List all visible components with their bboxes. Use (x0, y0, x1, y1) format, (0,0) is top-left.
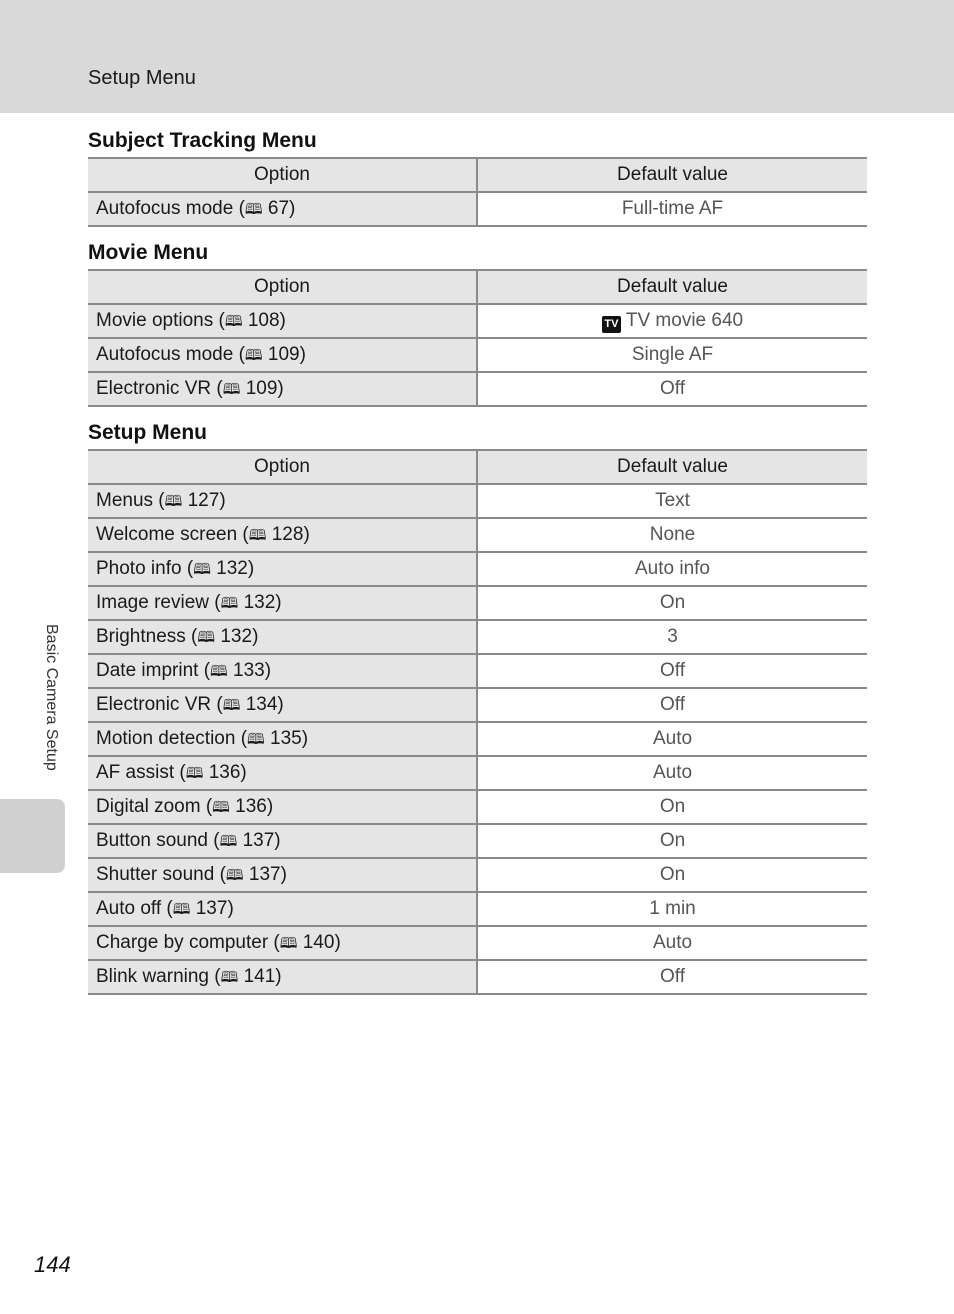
option-cell: Brightness (🕮 132) (88, 620, 477, 654)
default-value: Auto info (635, 558, 710, 579)
table-row (88, 518, 867, 552)
menu-section (88, 124, 867, 227)
default-value-cell (477, 926, 867, 960)
page-reference: 137 (248, 864, 281, 885)
default-value-cell (477, 586, 867, 620)
default-value: None (649, 524, 696, 545)
page-reference: 108 (247, 310, 280, 331)
menu-tables (88, 124, 867, 1004)
page-reference: 132 (216, 558, 248, 579)
table-row (88, 586, 867, 620)
default-value: Text (655, 490, 690, 511)
default-value-cell (477, 824, 867, 858)
page-reference: 136 (235, 796, 267, 817)
option-cell: AF assist (🕮 136) (88, 756, 477, 790)
table-row (88, 688, 867, 722)
option-cell: Electronic VR (🕮 109) (88, 372, 477, 406)
table-row (88, 960, 867, 994)
option-label: Autofocus mode (96, 198, 234, 219)
book-reference-icon: 🕮 (248, 526, 267, 544)
tv-movie-icon: TV (602, 316, 621, 333)
option-label: Brightness (96, 626, 186, 647)
option-label: Motion detection (96, 728, 236, 749)
column-header-option: Option (88, 450, 477, 484)
option-label: Digital zoom (96, 796, 201, 817)
option-cell: Shutter sound (🕮 137) (88, 858, 477, 892)
option-cell: Welcome screen (🕮 128) (88, 518, 477, 552)
page-reference: 128 (271, 524, 304, 545)
default-value-cell (477, 654, 867, 688)
table-row (88, 858, 867, 892)
option-label: Electronic VR (96, 694, 212, 715)
default-value: Full-time AF (621, 198, 724, 219)
book-reference-icon: 🕮 (225, 866, 244, 884)
page-reference: 136 (208, 762, 241, 783)
table-row (88, 372, 867, 406)
option-cell: Image review (🕮 132) (88, 586, 477, 620)
page-reference: 133 (233, 660, 265, 681)
section-title: Movie Menu (88, 241, 209, 264)
book-reference-icon: 🕮 (244, 200, 263, 218)
table-row (88, 892, 867, 926)
option-cell: Button sound (🕮 137) (88, 824, 477, 858)
table-header-row (88, 158, 867, 192)
table-row (88, 620, 867, 654)
default-value: Single AF (631, 344, 714, 365)
option-label: Movie options (96, 310, 214, 331)
table-row (88, 552, 867, 586)
page-reference: 132 (243, 592, 276, 613)
option-label: Photo info (96, 558, 182, 579)
defaults-table (88, 269, 867, 407)
page-reference: 109 (267, 344, 300, 365)
option-label: Welcome screen (96, 524, 238, 545)
menu-section (88, 236, 867, 407)
page-reference: 134 (245, 694, 278, 715)
default-value: Off (660, 660, 685, 681)
side-section-label: Basic Camera Setup (43, 624, 60, 771)
table-row (88, 304, 867, 338)
option-cell: Autofocus mode (🕮 109) (88, 338, 477, 372)
book-reference-icon: 🕮 (212, 798, 230, 816)
column-header-default-value: Default value (477, 450, 867, 484)
default-value-cell (477, 620, 867, 654)
default-value-cell (477, 688, 867, 722)
default-value-cell (477, 960, 867, 994)
page-reference: 67 (267, 198, 290, 219)
default-value: Auto (652, 728, 693, 749)
page-reference: 132 (220, 626, 253, 647)
option-cell: Digital zoom (🕮 136) (88, 790, 477, 824)
option-label: Blink warning (96, 966, 209, 987)
option-label: Electronic VR (96, 378, 212, 399)
table-row (88, 338, 867, 372)
default-value: 3 (667, 626, 678, 647)
table-row (88, 654, 867, 688)
menu-section (88, 416, 867, 995)
page-number: 144 (34, 1252, 71, 1277)
option-label: AF assist (96, 762, 175, 783)
section-title: Setup Menu (88, 421, 207, 444)
default-value: On (659, 592, 686, 613)
option-cell: Charge by computer (🕮 140) (88, 926, 477, 960)
default-value-cell (477, 722, 867, 756)
book-reference-icon: 🕮 (279, 934, 298, 952)
book-reference-icon: 🕮 (224, 312, 243, 330)
page-reference: 137 (242, 830, 275, 851)
default-value-cell (477, 518, 867, 552)
table-row (88, 484, 867, 518)
default-value-cell (477, 192, 867, 226)
default-value: On (659, 864, 686, 885)
table-row (88, 192, 867, 226)
default-value-cell (477, 304, 867, 338)
book-reference-icon: 🕮 (210, 662, 228, 680)
table-header-row (88, 450, 867, 484)
default-value-cell (477, 338, 867, 372)
book-reference-icon: 🕮 (172, 900, 191, 918)
page-header-title: Setup Menu (88, 67, 196, 89)
option-label: Charge by computer (96, 932, 269, 953)
default-value: Off (660, 378, 685, 399)
default-value-cell (477, 484, 867, 518)
option-label: Shutter sound (96, 864, 215, 885)
book-reference-icon: 🕮 (222, 380, 241, 398)
column-header-option: Option (88, 158, 477, 192)
book-reference-icon: 🕮 (220, 968, 239, 986)
option-label: Menus (96, 490, 154, 511)
table-header-row (88, 270, 867, 304)
default-value-cell (477, 756, 867, 790)
book-reference-icon: 🕮 (222, 696, 241, 714)
page-reference: 141 (243, 966, 276, 987)
column-header-default-value: Default value (477, 270, 867, 304)
book-reference-icon: 🕮 (197, 628, 216, 646)
option-cell: Autofocus mode (🕮 67) (88, 192, 477, 226)
book-reference-icon: 🕮 (220, 594, 239, 612)
book-reference-icon: 🕮 (164, 492, 183, 510)
default-value-cell (477, 790, 867, 824)
page-reference: 140 (302, 932, 335, 953)
option-cell: Motion detection (🕮 135) (88, 722, 477, 756)
default-value: TV movie 640 (625, 310, 744, 331)
option-cell: Movie options (🕮 108) (88, 304, 477, 338)
default-value-cell (477, 858, 867, 892)
option-label: Image review (96, 592, 209, 613)
page-reference: 127 (187, 490, 220, 511)
column-header-option: Option (88, 270, 477, 304)
option-cell: Electronic VR (🕮 134) (88, 688, 477, 722)
page-reference: 135 (270, 728, 302, 749)
option-label: Date imprint (96, 660, 199, 681)
default-value: Auto (652, 932, 693, 953)
book-reference-icon: 🕮 (193, 560, 211, 578)
default-value-cell (477, 892, 867, 926)
option-label: Button sound (96, 830, 208, 851)
option-cell: Blink warning (🕮 141) (88, 960, 477, 994)
header-band (0, 0, 954, 113)
option-cell: Auto off (🕮 137) (88, 892, 477, 926)
default-value-cell (477, 552, 867, 586)
table-row (88, 756, 867, 790)
page-reference: 137 (195, 898, 228, 919)
book-reference-icon: 🕮 (219, 832, 238, 850)
side-section-tab (0, 799, 65, 873)
default-value: On (659, 796, 686, 817)
book-reference-icon: 🕮 (185, 764, 204, 782)
column-header-default-value: Default value (477, 158, 867, 192)
defaults-table (88, 449, 867, 995)
option-cell: Menus (🕮 127) (88, 484, 477, 518)
table-row (88, 824, 867, 858)
option-label: Autofocus mode (96, 344, 234, 365)
default-value: Auto (652, 762, 693, 783)
page-reference: 109 (245, 378, 278, 399)
table-row (88, 722, 867, 756)
defaults-table (88, 157, 867, 227)
book-reference-icon: 🕮 (244, 346, 263, 364)
book-reference-icon: 🕮 (247, 730, 265, 748)
section-title: Subject Tracking Menu (88, 129, 317, 152)
table-row (88, 790, 867, 824)
option-cell: Date imprint (🕮 133) (88, 654, 477, 688)
default-value: Off (660, 694, 685, 715)
default-value: Off (660, 966, 685, 987)
default-value-cell (477, 372, 867, 406)
option-cell: Photo info (🕮 132) (88, 552, 477, 586)
table-row (88, 926, 867, 960)
default-value: 1 min (649, 898, 696, 919)
option-label: Auto off (96, 898, 162, 919)
default-value: On (659, 830, 686, 851)
